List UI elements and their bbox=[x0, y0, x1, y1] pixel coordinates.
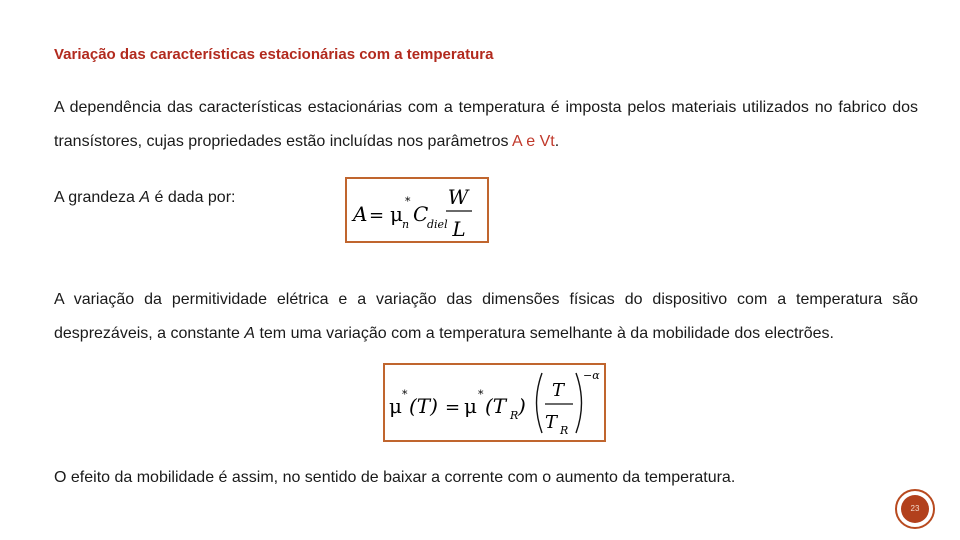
line-quantity-a bbox=[54, 189, 235, 207]
slide-title: Variação das características estacionárias com a temperatura bbox=[54, 46, 494, 63]
conclusion-text: O efeito da mobilidade é assim, no sentido de baixar a corrente com o aumento da temperatura. bbox=[54, 469, 736, 486]
formula-a-box bbox=[345, 177, 489, 243]
formula-mobility-den-sub: R bbox=[560, 424, 569, 437]
formula-a-mu: μ bbox=[390, 202, 403, 226]
formula-mobility-paren-open bbox=[537, 373, 543, 433]
page-number-badge bbox=[895, 489, 935, 529]
formula-a-c-sub: diel bbox=[427, 218, 448, 231]
formula-mobility-num: T bbox=[551, 380, 565, 401]
formula-mobility-box bbox=[383, 363, 606, 442]
formula-mobility-paren-close bbox=[576, 373, 582, 433]
formula-mobility-arg-right-sub: R bbox=[510, 409, 519, 422]
formula-mobility-svg bbox=[385, 365, 604, 440]
paragraph-variation-var: A bbox=[244, 325, 256, 342]
formula-a-c: C bbox=[413, 202, 429, 226]
formula-a-eq: = bbox=[369, 205, 385, 226]
formula-mobility-arg-left: (T) bbox=[409, 394, 438, 418]
formula-a-mu-sub: n bbox=[402, 218, 410, 231]
paragraph-dependence-text: A dependência das características estacionárias com a temperatura é imposta pelos materiais utilizados no fabrico dos transístores, cujas propriedades estão incluídas nos parâmetros bbox=[54, 99, 918, 150]
formula-a-svg bbox=[347, 179, 487, 241]
formula-mobility-arg-right: (T bbox=[485, 394, 507, 418]
formula-mobility-mu-left: μ bbox=[389, 394, 402, 418]
formula-a-lhs: A bbox=[353, 202, 368, 226]
line-quantity-a-prefix: A grandeza bbox=[54, 189, 140, 206]
paragraph-dependence-end: . bbox=[554, 133, 560, 150]
formula-mobility-sup-right: * bbox=[478, 388, 484, 401]
formula-mobility-eq: = bbox=[445, 397, 461, 418]
paragraph-variation bbox=[54, 283, 918, 351]
formula-mobility-den: T bbox=[544, 412, 558, 433]
parameters-highlight: A e Vt bbox=[512, 133, 555, 150]
paragraph-variation-part1: A variação da permitividade elétrica e a variação das dimensões físicas do dispositivo com a temperatura são desprezáveis, a constante bbox=[54, 291, 918, 342]
paragraph-dependence bbox=[54, 91, 918, 159]
formula-mobility-sup-left: * bbox=[402, 388, 408, 401]
page-number: 23 bbox=[901, 495, 929, 523]
formula-mobility-arg-right-close: ) bbox=[518, 394, 526, 418]
line-quantity-a-suffix: é dada por: bbox=[150, 189, 236, 206]
formula-a-den: L bbox=[452, 217, 466, 241]
line-quantity-a-var: A bbox=[139, 189, 151, 206]
formula-a-mu-sup: * bbox=[405, 195, 411, 208]
formula-mobility-exponent: −α bbox=[583, 369, 600, 382]
formula-mobility-mu-right: μ bbox=[464, 394, 477, 418]
formula-a-num: W bbox=[447, 185, 469, 209]
paragraph-variation-part2: tem uma variação com a temperatura semelhante à da mobilidade dos electrões. bbox=[255, 325, 834, 342]
